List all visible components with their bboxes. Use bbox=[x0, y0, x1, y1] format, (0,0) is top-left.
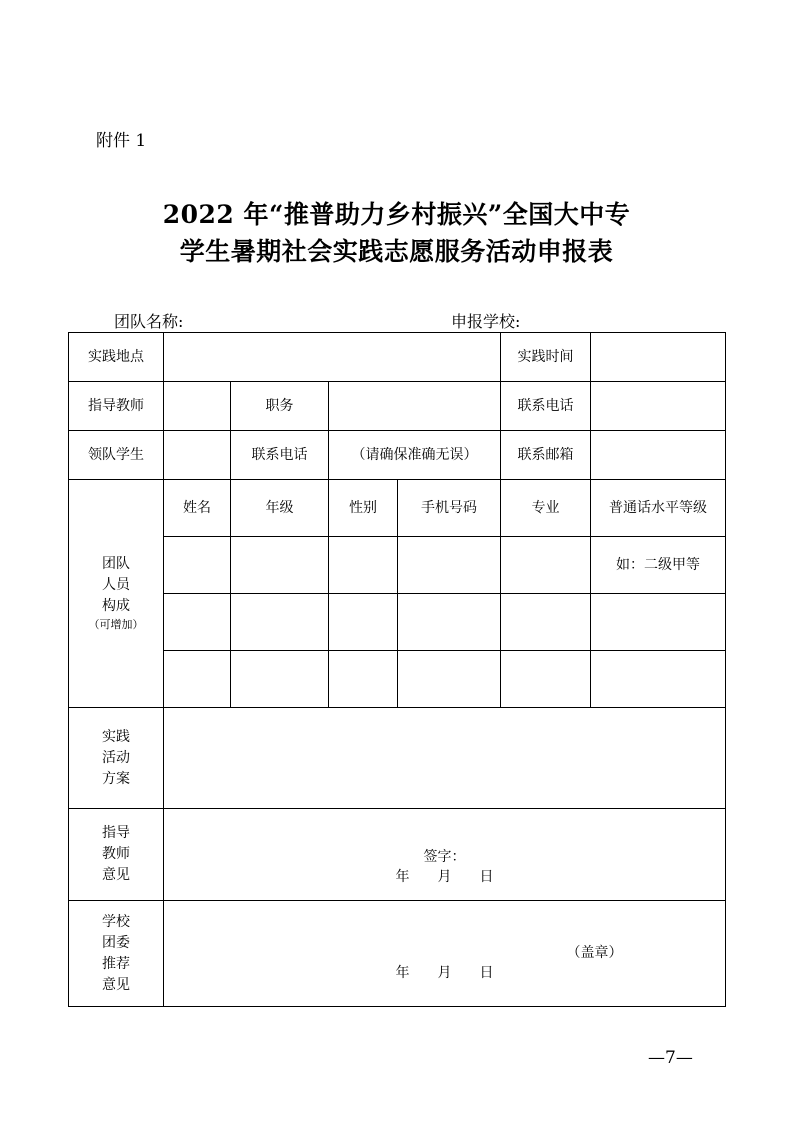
advisor-opinion-label bbox=[69, 809, 164, 901]
col-major: 专业 bbox=[501, 480, 591, 537]
advisor-opinion-field[interactable] bbox=[164, 809, 726, 901]
table-row bbox=[69, 651, 726, 708]
email-field[interactable] bbox=[591, 431, 726, 480]
team-name-label: 团队名称: bbox=[114, 312, 184, 331]
school-opinion-line-2: 团委 bbox=[102, 934, 130, 951]
team-label-line-2: 人员 bbox=[102, 576, 130, 593]
leader-label: 领队学生 bbox=[69, 431, 164, 480]
application-form-table bbox=[68, 332, 726, 1007]
col-phone: 手机号码 bbox=[398, 480, 501, 537]
form-row-location bbox=[69, 333, 726, 382]
leader-phone-field[interactable]: （请确保准确无误） bbox=[329, 431, 501, 480]
time-label: 实践时间 bbox=[501, 333, 591, 382]
member-cell[interactable] bbox=[501, 651, 591, 708]
member-cell[interactable] bbox=[398, 594, 501, 651]
plan-label-line-3: 方案 bbox=[102, 770, 130, 787]
team-header-row bbox=[69, 480, 726, 537]
member-cell[interactable] bbox=[164, 537, 231, 594]
col-name: 姓名 bbox=[164, 480, 231, 537]
location-label: 实践地点 bbox=[69, 333, 164, 382]
form-row-advisor bbox=[69, 382, 726, 431]
member-cell[interactable] bbox=[329, 537, 398, 594]
school-opinion-field[interactable] bbox=[164, 901, 726, 1007]
member-cell[interactable] bbox=[164, 594, 231, 651]
col-grade: 年级 bbox=[231, 480, 329, 537]
team-label-line-3: 构成 bbox=[102, 597, 130, 614]
member-cell[interactable] bbox=[329, 594, 398, 651]
school-opinion-line-3: 推荐 bbox=[102, 955, 130, 972]
member-cell[interactable] bbox=[231, 594, 329, 651]
advisor-phone-field[interactable] bbox=[591, 382, 726, 431]
member-cell[interactable] bbox=[501, 594, 591, 651]
member-cell[interactable] bbox=[329, 651, 398, 708]
signature-label: 签字： bbox=[423, 849, 466, 865]
leader-phone-label: 联系电话 bbox=[231, 431, 329, 480]
plan-row bbox=[69, 708, 726, 809]
col-mandarin-level: 普通话水平等级 bbox=[591, 480, 726, 537]
seal-label: （盖章） bbox=[566, 945, 623, 961]
plan-field[interactable] bbox=[164, 708, 726, 809]
advisor-field[interactable] bbox=[164, 382, 231, 431]
col-gender: 性别 bbox=[329, 480, 398, 537]
advisor-label: 指导教师 bbox=[69, 382, 164, 431]
member-cell-example[interactable]: 如：二级甲等 bbox=[591, 537, 726, 594]
advisor-opinion-line-2: 教师 bbox=[102, 846, 130, 862]
school-opinion-row bbox=[69, 901, 726, 1007]
member-cell[interactable] bbox=[501, 537, 591, 594]
advisor-opinion-line-1: 指导 bbox=[102, 825, 130, 841]
member-cell[interactable] bbox=[591, 594, 726, 651]
member-cell[interactable] bbox=[231, 651, 329, 708]
table-row bbox=[69, 594, 726, 651]
member-cell[interactable] bbox=[164, 651, 231, 708]
form-row-leader bbox=[69, 431, 726, 480]
position-label: 职务 bbox=[231, 382, 329, 431]
member-cell[interactable] bbox=[591, 651, 726, 708]
plan-label-line-1: 实践 bbox=[102, 728, 130, 745]
team-label-note: （可增加） bbox=[88, 617, 144, 631]
attachment-label: 附件 1 bbox=[96, 131, 147, 151]
advisor-opinion-row bbox=[69, 809, 726, 901]
time-field[interactable] bbox=[591, 333, 726, 382]
advisor-opinion-line-3: 意见 bbox=[102, 867, 130, 883]
school-opinion-line-4: 意见 bbox=[102, 976, 130, 993]
leader-field[interactable] bbox=[164, 431, 231, 480]
page-number: —7— bbox=[648, 1048, 693, 1068]
school-label: 申报学校: bbox=[451, 312, 521, 331]
advisor-date: 年 月 日 bbox=[395, 869, 494, 885]
school-opinion-label bbox=[69, 901, 164, 1007]
title-line-1: 2022 年“推普助力乡村振兴”全国大中专 bbox=[162, 200, 631, 229]
position-field[interactable] bbox=[329, 382, 501, 431]
plan-label-line-2: 活动 bbox=[102, 749, 130, 766]
member-cell[interactable] bbox=[231, 537, 329, 594]
advisor-phone-label: 联系电话 bbox=[501, 382, 591, 431]
member-cell[interactable] bbox=[398, 651, 501, 708]
school-opinion-line-1: 学校 bbox=[102, 913, 130, 930]
team-label-line-1: 团队 bbox=[102, 555, 130, 572]
plan-label bbox=[69, 708, 164, 809]
member-cell[interactable] bbox=[398, 537, 501, 594]
team-members-label bbox=[69, 480, 164, 708]
location-field[interactable] bbox=[164, 333, 501, 382]
title-line-2: 学生暑期社会实践志愿服务活动申报表 bbox=[179, 237, 614, 266]
school-date: 年 月 日 bbox=[395, 965, 494, 981]
email-label: 联系邮箱 bbox=[501, 431, 591, 480]
table-row bbox=[69, 537, 726, 594]
